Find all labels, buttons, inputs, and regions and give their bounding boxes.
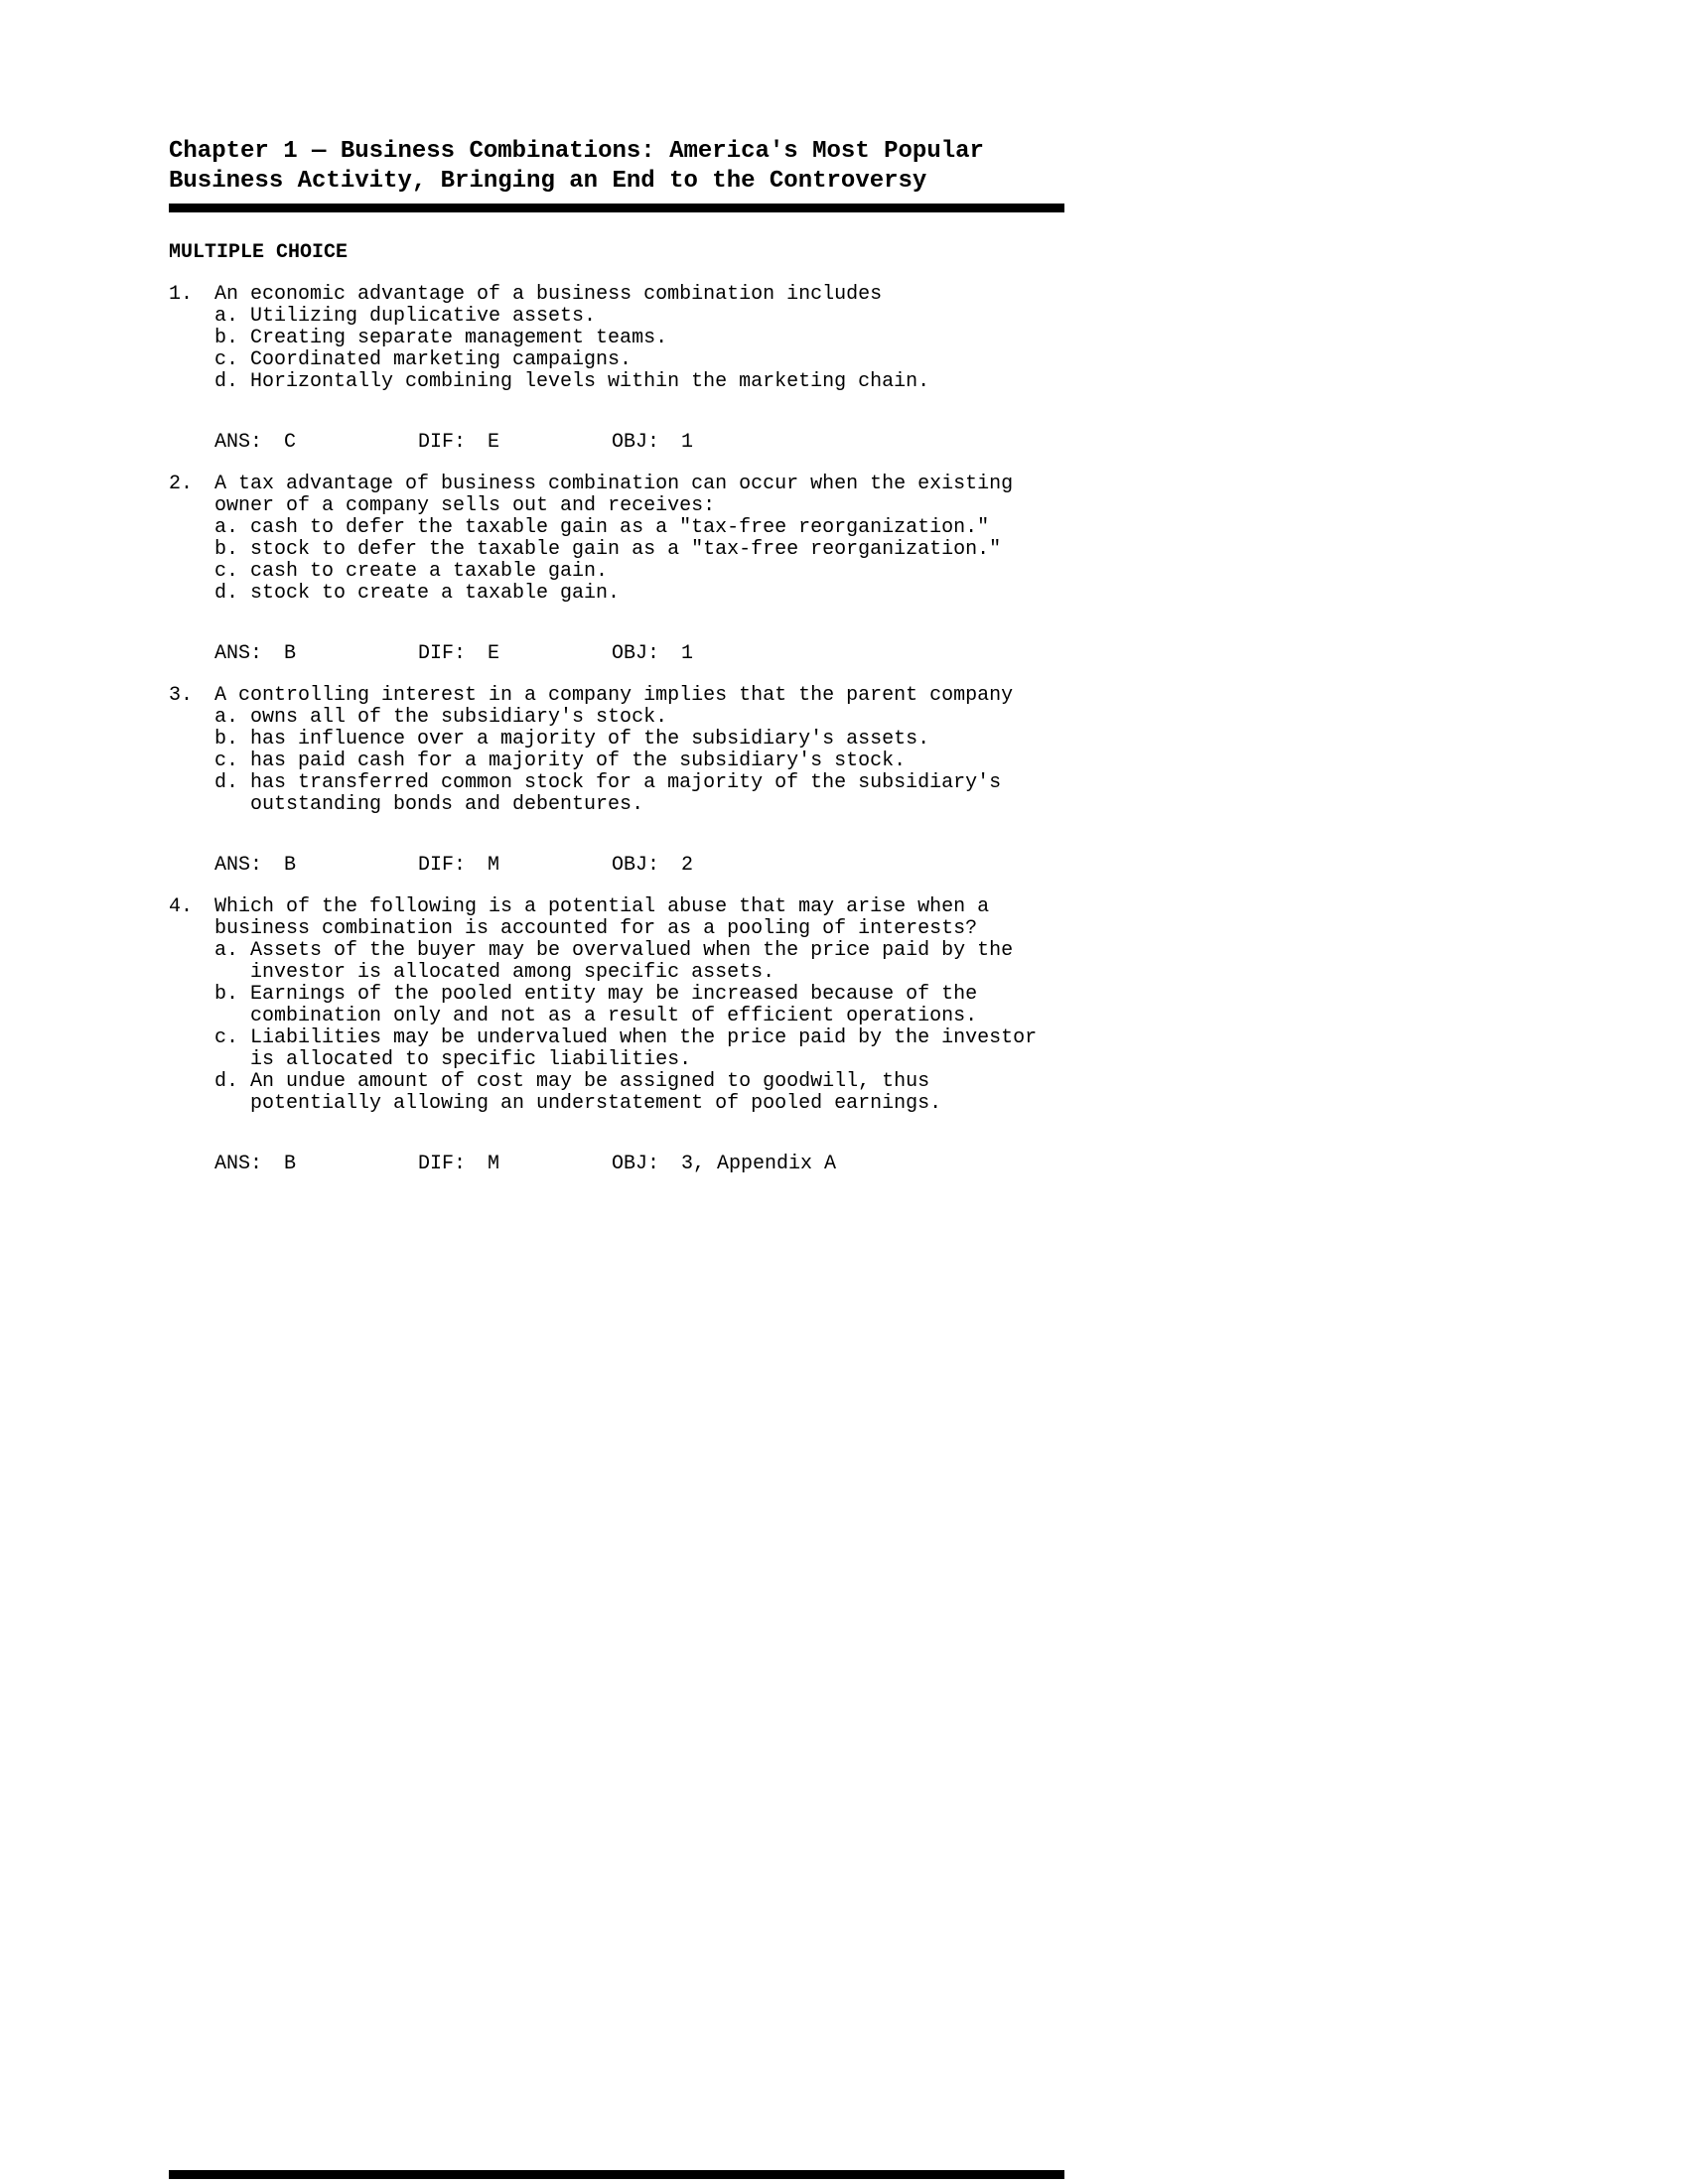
choice-text: An undue amount of cost may be assigned to goodwill, thus potentially allowing an understatement of pooled earnings. xyxy=(250,1070,942,1115)
ans-field xyxy=(214,1154,418,1175)
choice-letter: b. xyxy=(214,538,239,561)
question-body xyxy=(169,284,1064,393)
choice xyxy=(214,1027,1049,1071)
choice-text: Earnings of the pooled entity may be increased because of the combination only and not as a result of efficient operations. xyxy=(250,983,978,1027)
obj-value: 2 xyxy=(681,854,694,877)
dif-label: DIF: xyxy=(418,642,467,665)
document-content xyxy=(169,137,1064,1175)
obj-value: 1 xyxy=(681,642,694,665)
choice xyxy=(214,371,1049,393)
ans-value: B xyxy=(284,854,297,877)
choice-letter: d. xyxy=(214,582,239,605)
section-heading: MULTIPLE CHOICE xyxy=(169,241,349,264)
obj-field xyxy=(612,1154,836,1175)
question-number: 3. xyxy=(169,684,194,707)
obj-value: 1 xyxy=(681,431,694,454)
question-body xyxy=(169,474,1064,605)
obj-label: OBJ: xyxy=(612,431,660,454)
ans-label: ANS: xyxy=(214,1153,263,1175)
ans-label: ANS: xyxy=(214,431,263,454)
dif-field xyxy=(418,643,612,665)
choice-text: Creating separate management teams. xyxy=(250,327,668,349)
choice-letter: c. xyxy=(214,560,239,583)
choice-text: has transferred common stock for a majority of the subsidiary's outstanding bonds and debentures. xyxy=(250,771,1002,816)
title-rule xyxy=(169,204,1064,212)
choice xyxy=(214,984,1049,1027)
choice-letter: a. xyxy=(214,706,239,729)
choice-letter: c. xyxy=(214,348,239,371)
choice xyxy=(214,517,1049,539)
dif-value: E xyxy=(488,642,500,665)
question-number: 4. xyxy=(169,895,194,918)
choice xyxy=(214,1071,1049,1115)
choice-text: Horizontally combining levels within the marketing chain. xyxy=(250,370,930,393)
dif-field xyxy=(418,855,612,877)
dif-value: E xyxy=(488,431,500,454)
obj-field xyxy=(612,432,693,454)
obj-field xyxy=(612,643,693,665)
obj-label: OBJ: xyxy=(612,642,660,665)
choice-text: cash to defer the taxable gain as a "tax-free reorganization." xyxy=(250,516,990,539)
choice-text: has paid cash for a majority of the subsidiary's stock. xyxy=(250,750,907,772)
choice xyxy=(214,751,1049,772)
obj-label: OBJ: xyxy=(612,1153,660,1175)
question-stem: Which of the following is a potential abuse that may arise when a business combination is accounted for as a pooling of interests? xyxy=(214,895,990,940)
choice-letter: d. xyxy=(214,370,239,393)
dif-label: DIF: xyxy=(418,854,467,877)
choice-text: Utilizing duplicative assets. xyxy=(250,305,597,328)
choice xyxy=(214,583,1049,605)
ans-field xyxy=(214,432,418,454)
choice-text: cash to create a taxable gain. xyxy=(250,560,609,583)
answer-row xyxy=(169,855,1064,877)
choice-letter: a. xyxy=(214,305,239,328)
choice-letter: b. xyxy=(214,327,239,349)
choice-letter: b. xyxy=(214,983,239,1006)
ans-label: ANS: xyxy=(214,854,263,877)
question-body xyxy=(169,685,1064,816)
dif-value: M xyxy=(488,854,500,877)
question xyxy=(169,685,1064,877)
ans-field xyxy=(214,855,418,877)
choice-letter: c. xyxy=(214,1026,239,1049)
bottom-page-rule xyxy=(169,2170,1064,2179)
choice xyxy=(214,539,1049,561)
choice xyxy=(214,940,1049,984)
question-number: 2. xyxy=(169,473,194,495)
choice xyxy=(214,349,1049,371)
question xyxy=(169,896,1064,1175)
choice-text: Assets of the buyer may be overvalued when the price paid by the investor is allocated among specific assets. xyxy=(250,939,1014,984)
choice-letter: a. xyxy=(214,939,239,962)
obj-label: OBJ: xyxy=(612,854,660,877)
choice xyxy=(214,772,1049,816)
obj-field xyxy=(612,855,693,877)
obj-value: 3, Appendix A xyxy=(681,1153,837,1175)
ans-label: ANS: xyxy=(214,642,263,665)
question-body xyxy=(169,896,1064,1115)
question xyxy=(169,284,1064,454)
choice-letter: a. xyxy=(214,516,239,539)
dif-field xyxy=(418,1154,612,1175)
answer-row xyxy=(169,432,1064,454)
choice xyxy=(214,328,1049,349)
choice-text: has influence over a majority of the subsidiary's assets. xyxy=(250,728,930,751)
question-stem: A controlling interest in a company implies that the parent company xyxy=(214,684,1014,707)
ans-value: B xyxy=(284,642,297,665)
choice-text: Liabilities may be undervalued when the price paid by the investor is allocated to specific liabilities. xyxy=(250,1026,1038,1071)
choice-letter: d. xyxy=(214,771,239,794)
question-stem: A tax advantage of business combination can occur when the existing owner of a company sells out and receives: xyxy=(214,473,1014,517)
answer-row xyxy=(169,1154,1064,1175)
choice-text: Coordinated marketing campaigns. xyxy=(250,348,633,371)
choice-letter: d. xyxy=(214,1070,239,1093)
chapter-title: Chapter 1 — Business Combinations: America's Most Popular Business Activity, Bringing an End to the Controversy xyxy=(169,138,984,195)
question-stem: An economic advantage of a business combination includes xyxy=(214,283,883,306)
choice-letter: c. xyxy=(214,750,239,772)
choice xyxy=(214,729,1049,751)
choice xyxy=(214,306,1049,328)
question xyxy=(169,474,1064,665)
ans-value: B xyxy=(284,1153,297,1175)
choice-text: stock to create a taxable gain. xyxy=(250,582,621,605)
ans-value: C xyxy=(284,431,297,454)
choice-text: stock to defer the taxable gain as a "tax-free reorganization." xyxy=(250,538,1002,561)
ans-field xyxy=(214,643,418,665)
choice-text: owns all of the subsidiary's stock. xyxy=(250,706,668,729)
dif-field xyxy=(418,432,612,454)
answer-row xyxy=(169,643,1064,665)
choice xyxy=(214,707,1049,729)
dif-label: DIF: xyxy=(418,1153,467,1175)
choice xyxy=(214,561,1049,583)
dif-value: M xyxy=(488,1153,500,1175)
question-number: 1. xyxy=(169,283,194,306)
choice-letter: b. xyxy=(214,728,239,751)
dif-label: DIF: xyxy=(418,431,467,454)
